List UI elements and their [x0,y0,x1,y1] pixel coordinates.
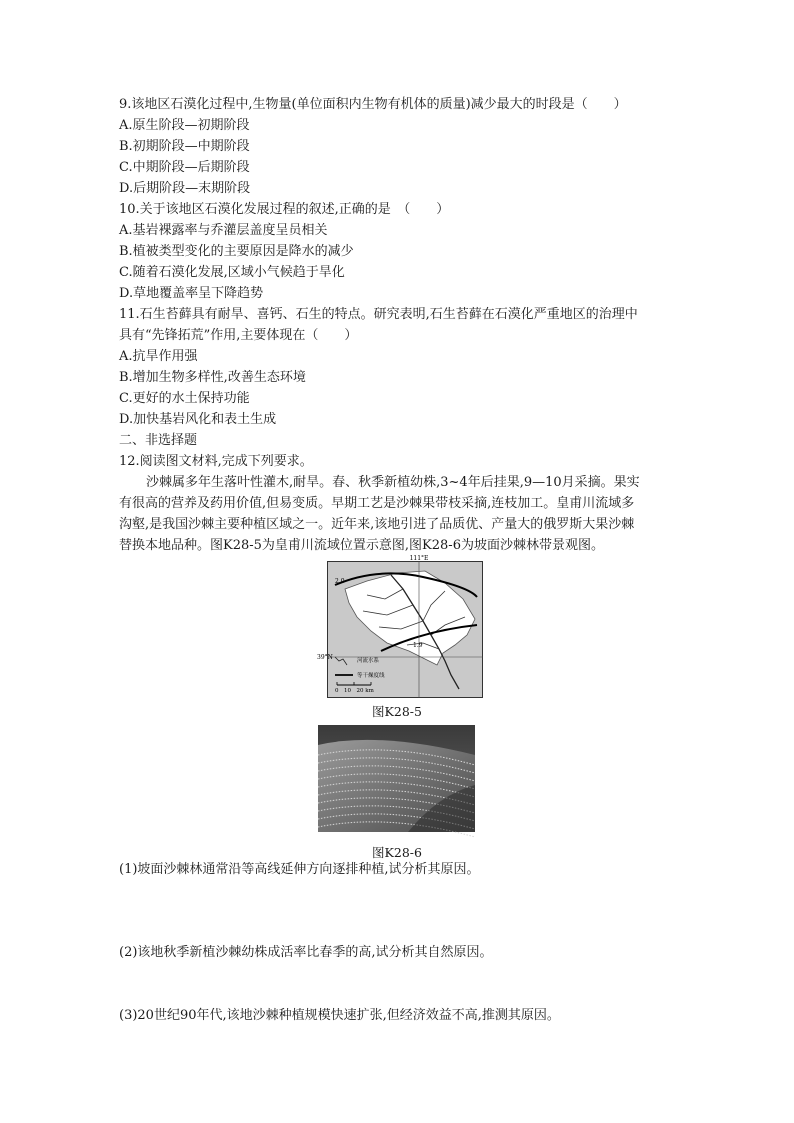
q10-option-a: A.基岩裸露率与乔灌层盖度呈员相关 [119,223,328,238]
q12-material-line4: 替换本地品种。图K28-5为皇甫川流域位置示意图,图K28-6为坡面沙棘林带景观图。 [119,538,604,553]
isoline-label-2-0: 2.0 [335,578,345,585]
q11-option-b: B.增加生物多样性,改善生态环境 [119,370,306,385]
q12-material-line2: 有很高的营养及药用价值,但易变质。早期工艺是沙棘果带枝采摘,连枝加工。皇甫川流域多 [119,496,635,511]
q12-material-line3: 沟壑,是我国沙棘主要种植区域之一。近年来,该地引进了品质优、产量大的俄罗斯大果沙棘 [119,517,635,532]
q11-option-d: D.加快基岩风化和表土生成 [119,412,277,427]
legend-isoline-label: 等干燥度线 [357,673,385,679]
scale-label: 0 10 20 km [335,688,374,694]
latitude-label: 39°N [317,654,333,661]
isoline-label-1-9: 1.9 [413,642,423,649]
q10-option-d: D.草地覆盖率呈下降趋势 [119,286,264,301]
q10-option-b: B.植被类型变化的主要原因是降水的减少 [119,244,354,259]
q12-sub1: (1)坡面沙棘林通常沿等高线延伸方向逐排种植,试分析其原因。 [119,862,480,877]
q11-stem-line1: 11.石生苔藓具有耐旱、喜钙、石生的特点。研究表明,石生苔藓在石漠化严重地区的治理中 [119,307,638,322]
q11-stem-line2: 具有“先锋拓荒”作用,主要体现在（ ） [119,328,358,343]
q11-option-c: C.更好的水土保持功能 [119,391,250,406]
q12-sub2: (2)该地秋季新植沙棘幼株成活率比春季的高,试分析其自然原因。 [119,945,493,960]
legend-river-label: 河流水系 [357,658,380,664]
longitude-label: 111°E [409,555,429,562]
figure-k28-5-caption: 图K28-5 [372,704,422,719]
q9-option-c: C.中期阶段—后期阶段 [119,160,250,175]
q10-stem: 10.关于该地区石漠化发展过程的叙述,正确的是 （ ） [119,202,450,217]
photo-svg [318,725,475,832]
q10-option-c: C.随着石漠化发展,区域小气候趋于旱化 [119,265,345,280]
q11-option-a: A.抗旱作用强 [119,349,198,364]
q9-option-b: B.初期阶段—中期阶段 [119,139,250,154]
section-title: 二、非选择题 [119,433,198,448]
q12-material-line1: 沙棘属多年生落叶性灌木,耐旱。春、秋季新植幼株,3~4年后挂果,9—10月采摘。果实 [146,475,640,490]
q9-option-a: A.原生阶段—初期阶段 [119,118,250,133]
figure-k28-6-caption: 图K28-6 [372,845,422,860]
q9-option-d: D.后期阶段—末期阶段 [119,181,251,196]
huangfuchuan-map-figure [317,555,483,698]
map-svg [317,555,483,698]
q9-stem: 9.该地区石漠化过程中,生物量(单位面积内生物有机体的质量)减少最大的时段是（ ） [119,97,627,112]
q12-sub3: (3)20世纪90年代,该地沙棘种植规模快速扩张,但经济效益不高,推测其原因。 [119,1008,560,1023]
q12-stem: 12.阅读图文材料,完成下列要求。 [119,454,313,469]
seabuckthorn-slope-photo [318,725,475,832]
